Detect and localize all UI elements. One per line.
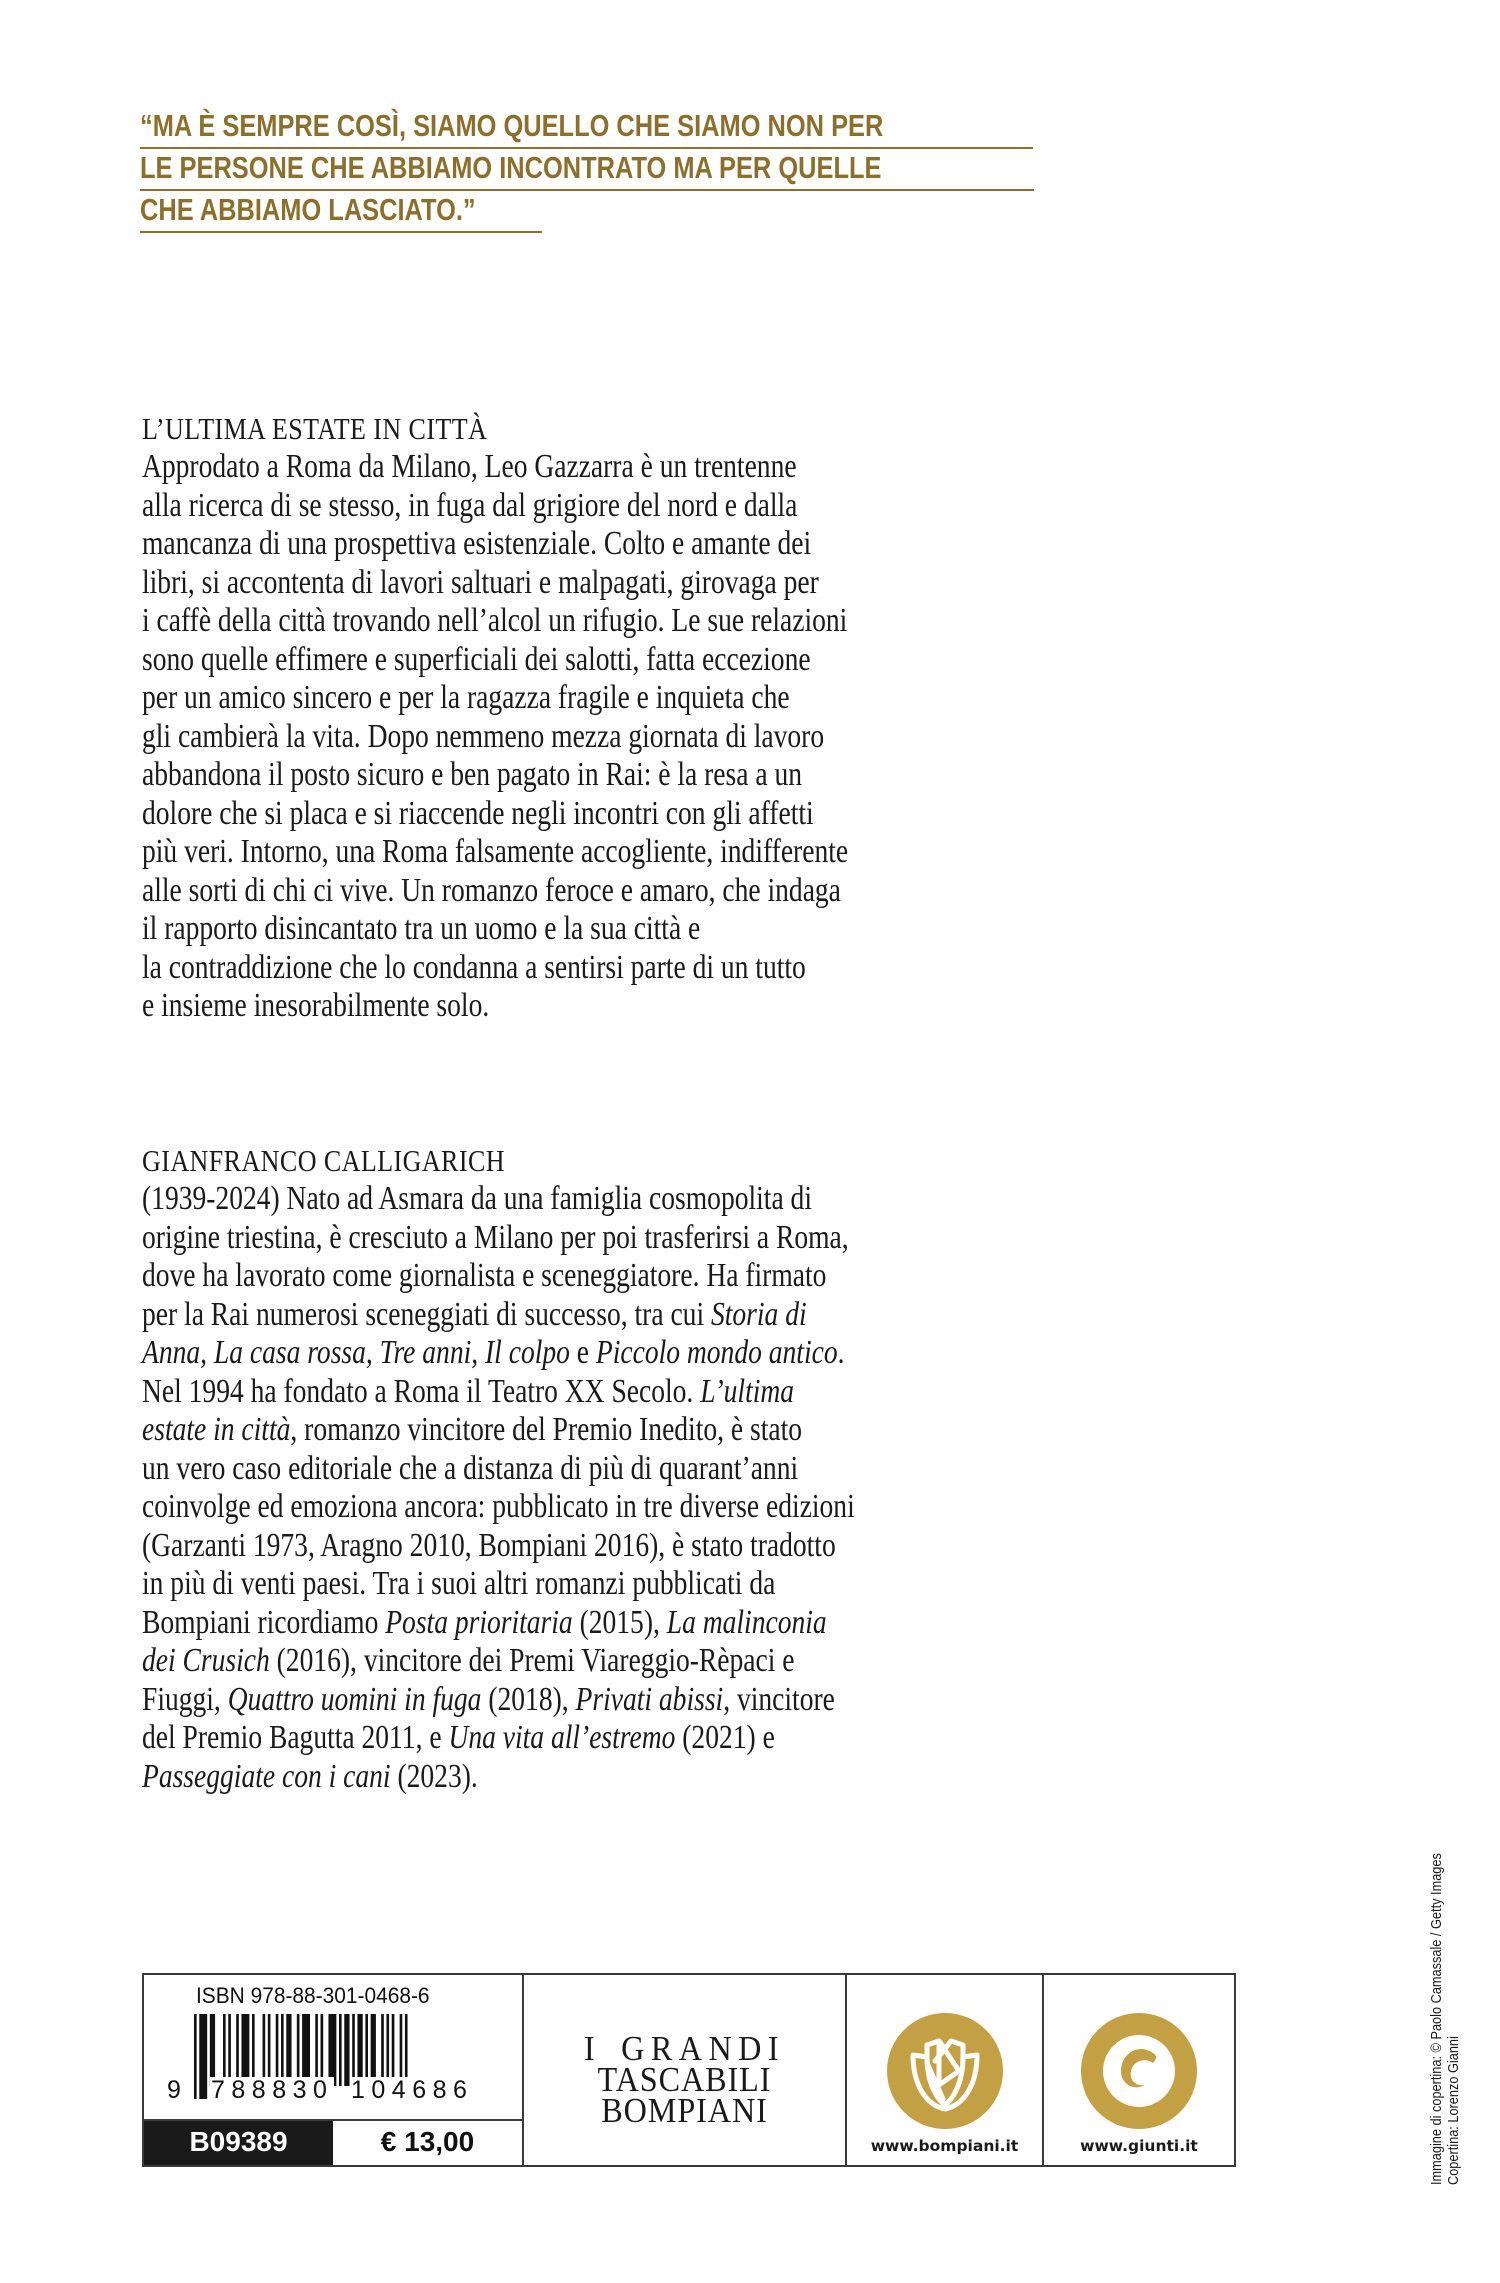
- giunti-spiral-logo-icon: [1081, 2013, 1197, 2129]
- price-row: [144, 2119, 522, 2165]
- bio-line: [142, 1411, 1049, 1450]
- series-logo-line: BOMPIANI: [601, 2091, 768, 2130]
- quote-text: LE PERSONE CHE ABBIAMO INCONTRATO MA PER QUELLE: [140, 150, 882, 185]
- series-logo-line: I GRANDI: [583, 2029, 786, 2068]
- book-synopsis: [142, 410, 1262, 1026]
- book-title-italic: Una vita all’estremo: [448, 1719, 676, 1756]
- synopsis-line: gli cambierà la vita. Dopo nemmeno mezza giornata di lavoro: [142, 717, 825, 755]
- bio-line: [142, 1180, 1049, 1219]
- synopsis-line: la contraddizione che lo condanna a sentirsi parte di un tutto: [142, 948, 806, 986]
- synopsis-text: [142, 448, 1262, 1026]
- synopsis-line: per un amico sincero e per la ragazza fragile e inquieta che: [142, 679, 790, 716]
- bompiani-tulip-logo-icon: [887, 2013, 1003, 2129]
- quote-underline: [140, 189, 1034, 191]
- bio-text: (2015),: [572, 1603, 667, 1641]
- synopsis-line: dolore che si placa e si riaccende negli incontri con gli affetti: [142, 794, 814, 832]
- bio-text: .: [837, 1334, 845, 1371]
- quote-line: [140, 150, 1140, 192]
- book-title-italic: Storia di: [710, 1295, 807, 1333]
- bio-line: [142, 1642, 1049, 1681]
- series-logo-line: TASCABILI: [597, 2060, 772, 2099]
- bio-text: un vero caso editoriale che a distanza di più di quarant’anni: [142, 1449, 799, 1487]
- price: € 13,00: [380, 2126, 475, 2157]
- bompiani-cell: [845, 1975, 1042, 2165]
- synopsis-line: mancanza di una prospettiva esistenziale. Colto e amante dei: [142, 525, 812, 562]
- book-title-italic: La malinconia: [666, 1603, 827, 1641]
- quote-text: “MA È SEMPRE COSÌ, SIAMO QUELLO CHE SIAMO NON PER: [140, 108, 884, 143]
- bio-line: [142, 1604, 1049, 1643]
- bio-line: [142, 1758, 1049, 1797]
- synopsis-line: libri, si accontenta di lavori saltuari e malpagati, girovaga per: [142, 563, 819, 601]
- bio-text: del Premio Bagutta 2011, e: [142, 1719, 449, 1756]
- bio-line: [142, 1373, 1049, 1412]
- synopsis-line: e insieme inesorabilmente solo.: [142, 987, 490, 1024]
- cover-image-credit: Immagine di copertina: © Paolo Camassale / Getty Images: [1428, 1853, 1445, 2185]
- quote-line: [140, 108, 1140, 150]
- quote-underline: [140, 231, 542, 233]
- giunti-website-link[interactable]: www.giunti.it: [1080, 2137, 1198, 2155]
- author-bio: [142, 1142, 1262, 1796]
- book-title-italic: Passeggiate con i cani: [142, 1757, 391, 1795]
- book-title-italic: estate in città: [142, 1411, 291, 1448]
- synopsis-line: Approdato a Roma da Milano, Leo Gazzarra è un trentenne: [142, 448, 797, 485]
- bio-text: Nel 1994 ha fondato a Roma il Teatro XX Secolo.: [142, 1372, 701, 1410]
- bio-text: (2018),: [481, 1680, 576, 1718]
- bio-text: , vincitore: [723, 1680, 835, 1718]
- barcode-cell: [144, 1975, 522, 2165]
- bio-text: (2023).: [390, 1757, 478, 1795]
- cover-credits: [1428, 1795, 1462, 2185]
- bio-text: (2016), vincitore dei Premi Viareggio-Rèpaci e: [269, 1642, 795, 1679]
- quote-text: CHE ABBIAMO LASCIATO.”: [140, 192, 476, 227]
- book-title-italic: Anna, La casa rossa, Tre anni, Il colpo: [142, 1334, 570, 1371]
- bio-text: coinvolge ed emoziona ancora: pubblicato in tre diverse edizioni: [142, 1488, 855, 1525]
- book-title-italic: Piccolo mondo antico: [595, 1334, 838, 1371]
- giunti-cell: [1042, 1975, 1234, 2165]
- synopsis-line: sono quelle effimere e superficiali dei salotti, fatta eccezione: [142, 640, 811, 678]
- bio-line: [142, 1219, 1049, 1258]
- bio-text: origine triestina, è cresciuto a Milano per poi trasferirsi a Roma,: [142, 1218, 849, 1256]
- bio-line: [142, 1681, 1049, 1720]
- back-cover-quote: [140, 108, 1140, 234]
- bio-text: per la Rai numerosi sceneggiati di successo, tra cui: [142, 1295, 711, 1333]
- bio-line: [142, 1488, 1049, 1527]
- bio-line: [142, 1565, 1049, 1604]
- series-logo-cell: [522, 1975, 845, 2165]
- synopsis-line: abbandona il posto sicuro e ben pagato in Rai: è la resa a un: [142, 756, 802, 793]
- ean-right-digits: 104686: [351, 2076, 474, 2104]
- book-title: L’ULTIMA ESTATE IN CITTÀ: [142, 411, 488, 446]
- ean-left-digits: 788830: [211, 2076, 334, 2104]
- series-logo: [524, 2029, 845, 2130]
- synopsis-line: il rapporto disincantato tra un uomo e la sua città e: [142, 910, 701, 947]
- synopsis-line: alla ricerca di se stesso, in fuga dal grigiore del nord e dalla: [142, 486, 798, 524]
- author-name: GIANFRANCO CALLIGARICH: [142, 1143, 505, 1178]
- bio-text: (1939-2024) Nato ad Asmara da una famiglia cosmopolita di: [142, 1180, 812, 1217]
- bio-text: Bompiani ricordiamo: [142, 1603, 386, 1641]
- synopsis-line: più veri. Intorno, una Roma falsamente accogliente, indifferente: [142, 833, 849, 870]
- bio-line: [142, 1334, 1049, 1373]
- synopsis-line: i caffè della città trovando nell’alcol un rifugio. Le sue relazioni: [142, 602, 848, 639]
- book-title-italic: Posta prioritaria: [385, 1603, 573, 1641]
- bio-line: [142, 1450, 1049, 1489]
- bio-text: (Garzanti 1973, Aragno 2010, Bompiani 2016), è stato tradotto: [142, 1526, 836, 1564]
- bio-text: (2021) e: [675, 1719, 775, 1756]
- book-title-italic: L’ultima: [700, 1372, 795, 1410]
- bio-line: [142, 1527, 1049, 1566]
- bio-text: e: [569, 1334, 596, 1371]
- ean-first-digit: 9: [167, 2076, 181, 2104]
- synopsis-line: alle sorti di chi ci vive. Un romanzo feroce e amaro, che indaga: [142, 871, 841, 909]
- bio-line: [142, 1296, 1049, 1335]
- cover-design-credit: Copertina: Lorenzo Gianni: [1445, 2036, 1462, 2185]
- bio-text: Fiuggi,: [142, 1680, 228, 1718]
- book-title-italic: Privati abissi: [575, 1680, 724, 1718]
- book-title-italic: Quattro uomini in fuga: [227, 1680, 482, 1718]
- product-code: B09389: [144, 2121, 333, 2165]
- book-title-italic: dei Crusich: [142, 1642, 270, 1679]
- bio-text: , romanzo vincitore del Premio Inedito, è stato: [290, 1411, 803, 1448]
- bio-line: [142, 1719, 1049, 1758]
- bio-text: dove ha lavorato come giornalista e sceneggiatore. Ha firmato: [142, 1257, 827, 1294]
- quote-underline: [140, 147, 1033, 149]
- barcode-publisher-box: [142, 1973, 1236, 2167]
- bio-text: in più di venti paesi. Tra i suoi altri romanzi pubblicati da: [142, 1565, 776, 1602]
- bio-line: [142, 1257, 1049, 1296]
- quote-line: [140, 192, 1140, 234]
- bompiani-website-link[interactable]: www.bompiani.it: [870, 2137, 1019, 2155]
- isbn-label: ISBN 978-88-301-0468-6: [196, 1983, 430, 2008]
- author-bio-text: [142, 1180, 1262, 1796]
